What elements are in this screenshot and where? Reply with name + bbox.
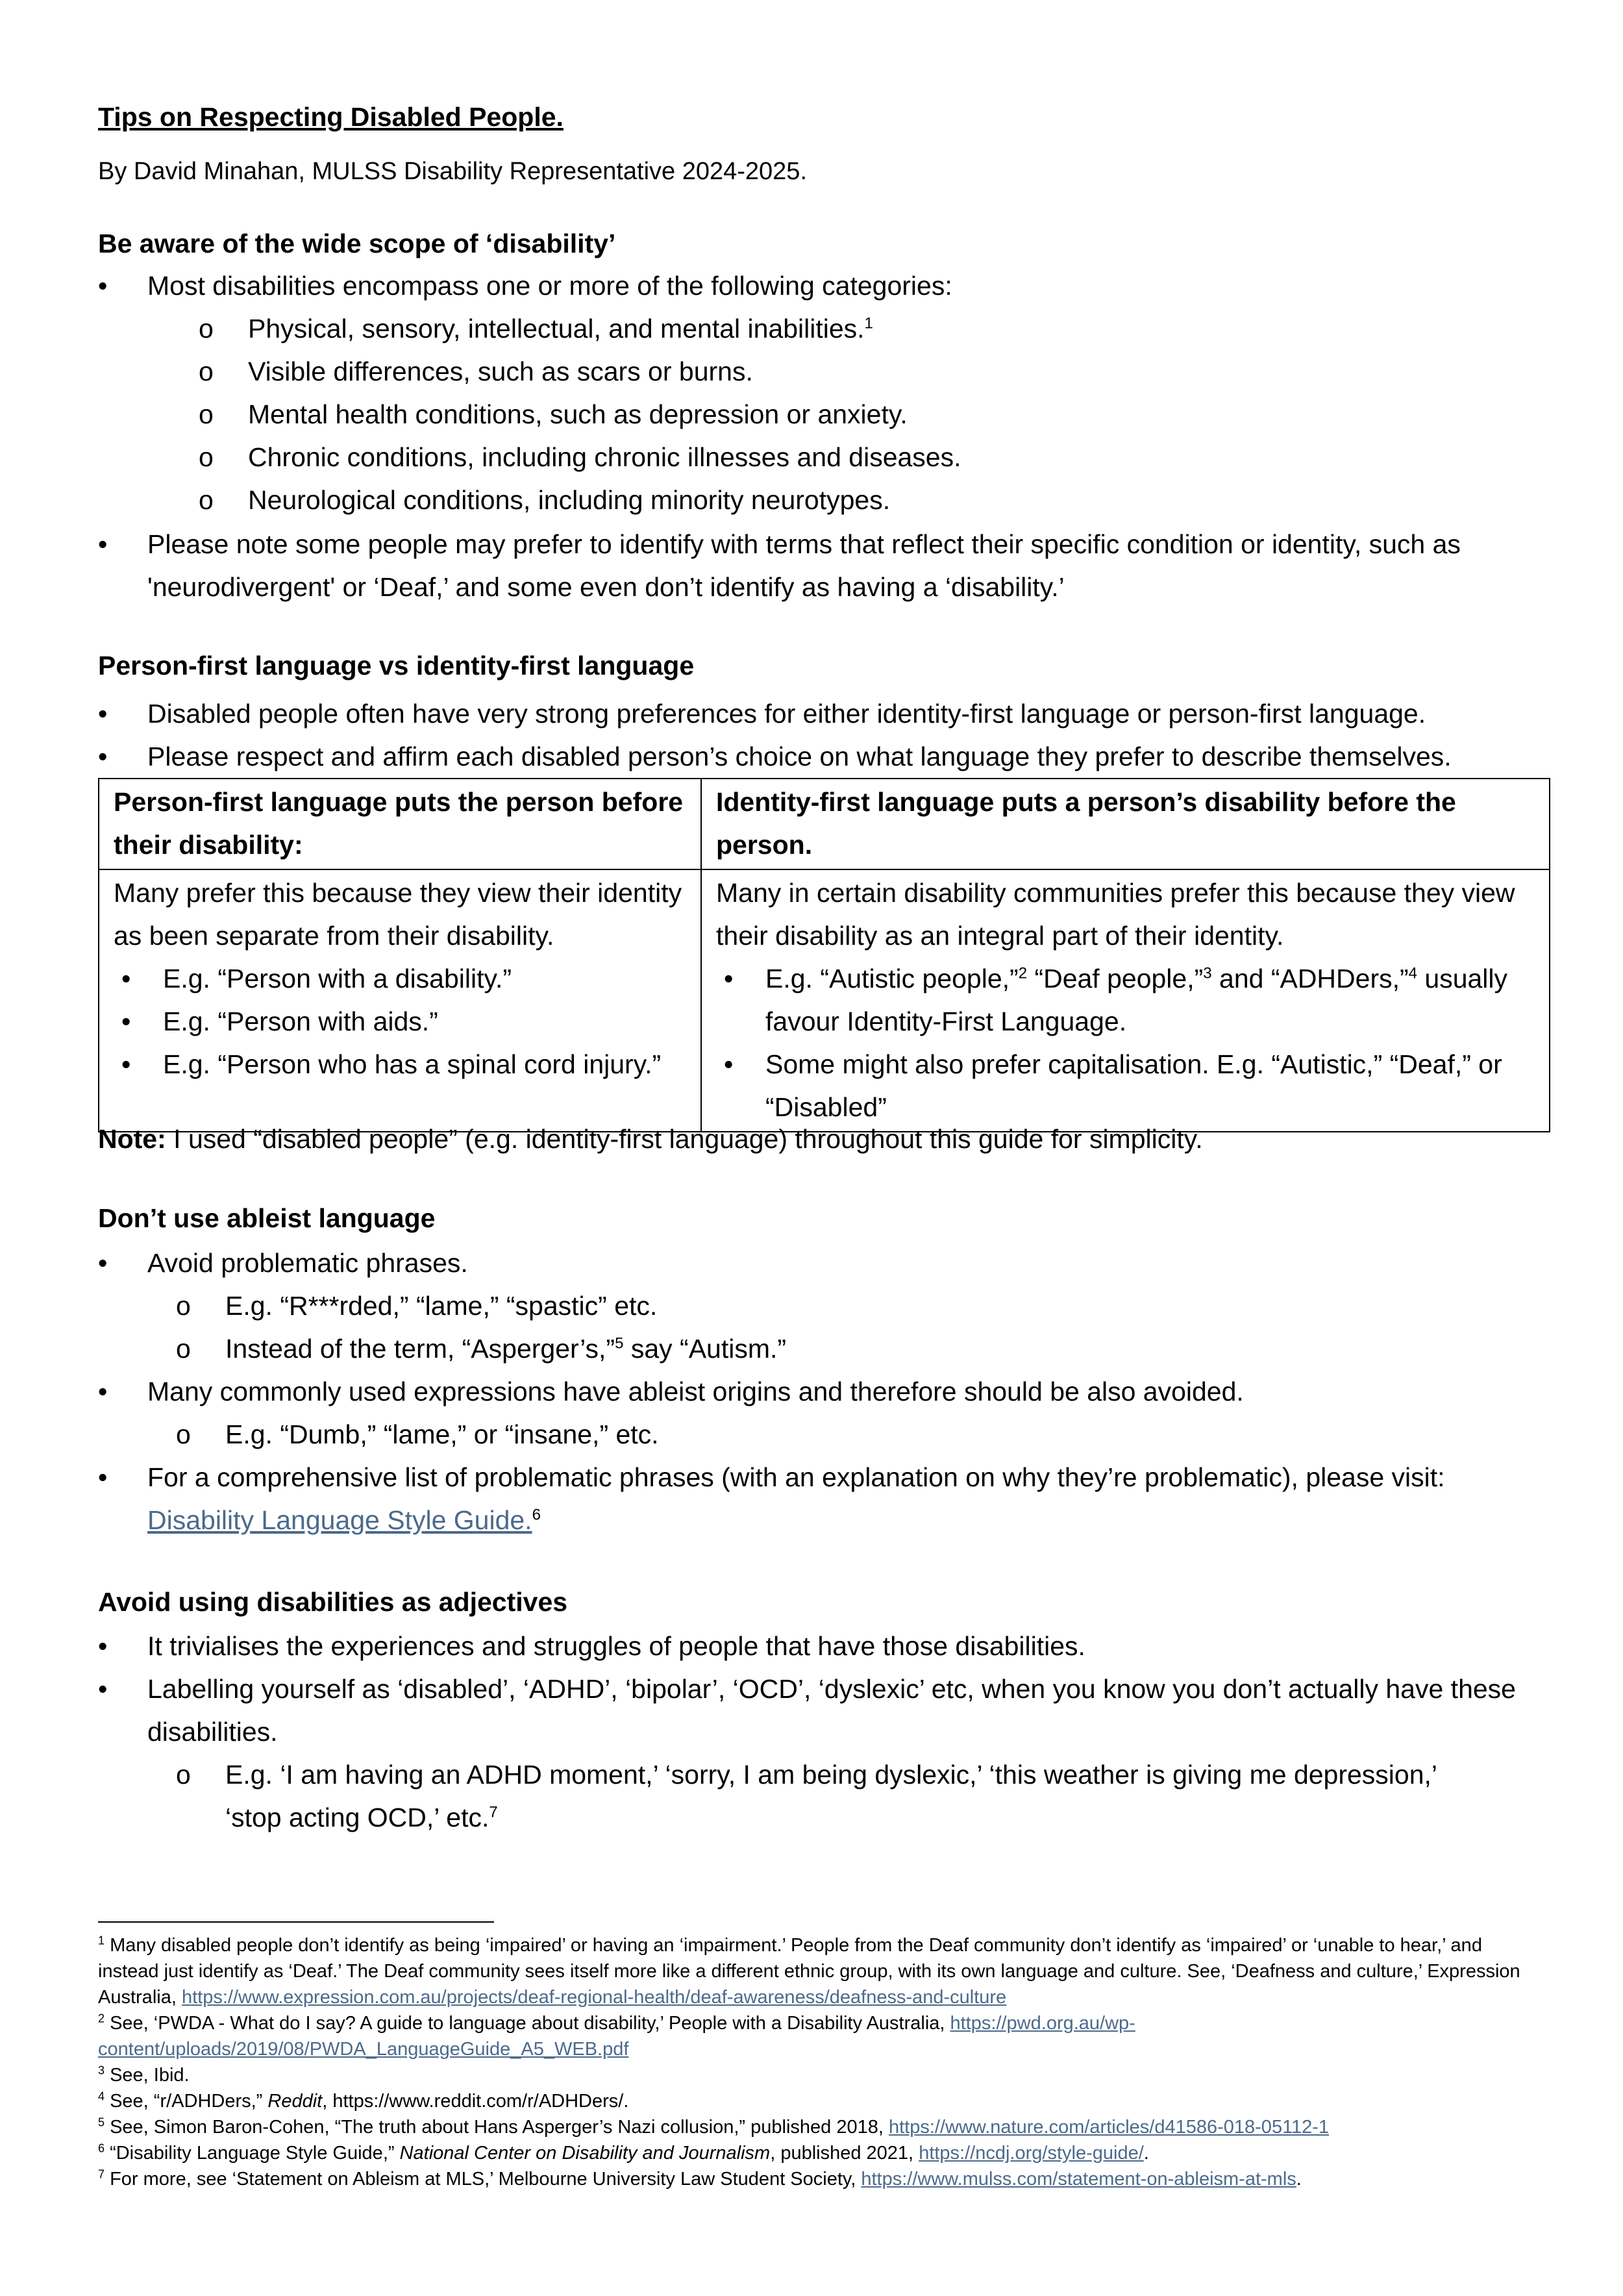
sub-bullet-icon: o [199, 442, 214, 472]
list-item-text: Most disabilities encompass one or more of the following categories: [147, 271, 952, 301]
list-item-text: Labelling yourself as ‘disabled’, ‘ADHD’, ‘bipolar’, ‘OCD’, ‘dyslexic’ etc, when you know you don’t actually have these disabilities. [147, 1674, 1516, 1747]
bullet-icon: • [98, 1674, 108, 1704]
bullet-icon: • [98, 271, 108, 301]
page-title: Tips on Respecting Disabled People. [98, 102, 564, 132]
footnote-ref[interactable]: 5 [615, 1334, 624, 1353]
sub-bullet-icon: o [199, 399, 214, 429]
list-item-text: For a comprehensive list of problematic phrases (with an explanation on why they’re problematic), please visit: [147, 1462, 1445, 1492]
footnote-divider [98, 1921, 494, 1923]
footnote-ref[interactable]: 7 [489, 1803, 498, 1821]
footnote-ref[interactable]: 2 [1018, 964, 1028, 982]
table-row [99, 869, 1550, 1132]
language-comparison-table [98, 778, 1550, 1132]
sub-bullet-icon: o [176, 1760, 191, 1790]
list-item: • E.g. “Person with aids.” [114, 1000, 686, 1043]
list-item-text: Mental health conditions, such as depression or anxiety. [248, 399, 908, 429]
bullet-icon: • [724, 1049, 734, 1079]
bullet-icon: • [98, 742, 108, 771]
footnote-2: $^2$ See, ‘PWDA - What do I say? A guide to language about disability,’ People with a Disability Australia, https://pwd.org.au/wp-content/uploads/2019/08/PWDA_LanguageGuide_A5_WEB.pdf [98, 2012, 1135, 2060]
footnote-link[interactable]: https://www.nature.com/articles/d41586-018-05112-1 [888, 2117, 1330, 2138]
bullet-icon: • [121, 964, 131, 993]
list-item-text: Physical, sensory, intellectual, and mental inabilities.$^1$ [248, 314, 873, 343]
footnote-6: $^6$ “Disability Language Style Guide,” National Center on Disability and Journalism, published 2021, https://ncdj.org/style-guide/. [98, 2141, 1149, 2164]
list-item-text: It trivialises the experiences and struggles of people that have those disabilities. [147, 1631, 1085, 1661]
sub-bullet-icon: o [199, 356, 214, 386]
list-item-text: Chronic conditions, including chronic illnesses and diseases. [248, 442, 961, 472]
cell-intro: Many prefer this because they view their identity as been separate from their disability. [114, 878, 682, 951]
list-item: • E.g. “Person who has a spinal cord injury.” [114, 1043, 686, 1086]
bullet-icon: • [98, 1248, 108, 1278]
table-cell-person-first [99, 869, 701, 1132]
bullet-icon: • [121, 1049, 131, 1079]
footnote-5: $^5$ See, Simon Baron-Cohen, “The truth about Hans Asperger’s Nazi collusion,” published 2018, https://www.nature.com/articles/d41586-018-05112-1 [98, 2115, 1330, 2138]
section-heading-ableist-language: Don’t use ableist language [98, 1203, 436, 1233]
sub-bullet-icon: o [176, 1291, 191, 1321]
style-guide-link-line [147, 1499, 541, 1541]
style-guide-link[interactable]: Disability Language Style Guide. [147, 1505, 532, 1535]
footnote-4: $^4$ See, “r/ADHDers,” Reddit, https://www.reddit.com/r/ADHDers/. [98, 2090, 629, 2112]
bullet-icon: • [98, 1631, 108, 1661]
list-item-text: Disabled people often have very strong preferences for either identity-first language or person-first language. [147, 699, 1426, 729]
table-header-person-first: Person-first language puts the person before their disability: [99, 779, 701, 869]
bullet-icon: • [98, 1462, 108, 1492]
list-item-text: Instead of the term, “Asperger’s,”$^5$ say “Autism.” [225, 1334, 787, 1364]
list-item-text: E.g. ‘I am having an ADHD moment,’ ‘sorry, I am being dyslexic,’ ‘this weather is giving me depression,’ ‘stop acting OCD,’ etc.$^7$ [225, 1760, 1437, 1832]
footnote-ref[interactable]: 3 [1203, 964, 1212, 982]
footnote-ref[interactable]: 1 [864, 314, 873, 332]
list-item-text: E.g. “R***rded,” “lame,” “spastic” etc. [225, 1291, 658, 1321]
list-item: • E.g. “Autistic people,”$^2$ “Deaf people,”$^3$ and “ADHDers,”$^4$ usually favour Identity-First Language. [716, 957, 1535, 1043]
list-item-text: Avoid problematic phrases. [147, 1248, 468, 1278]
cell-list [114, 957, 686, 1086]
list-item-text: Visible differences, such as scars or burns. [248, 356, 753, 386]
byline: By David Minahan, MULSS Disability Representative 2024-2025. [98, 158, 807, 185]
bullet-icon: • [724, 964, 734, 993]
list-item-text: Many commonly used expressions have ableist origins and therefore should be also avoided. [147, 1377, 1244, 1406]
list-item: • E.g. “Person with a disability.” [114, 957, 686, 1000]
sub-bullet-icon: o [176, 1334, 191, 1364]
footnote-link[interactable]: https://pwd.org.au/wp-content/uploads/2019/08/PWDA_LanguageGuide_A5_WEB.pdf [98, 2013, 1135, 2060]
footnote-link[interactable]: https://www.mulss.com/statement-on-ableism-at-mls [861, 2169, 1296, 2190]
cell-list [716, 957, 1535, 1129]
table-header-identity-first: Identity-first language puts a person’s disability before the person. [701, 779, 1550, 869]
bullet-icon: • [121, 1006, 131, 1036]
list-item-text: Please note some people may prefer to identify with terms that reflect their specific condition or identity, such as 'neurodivergent' or ‘Deaf,’ and some even don’t identify as having a ‘disability.’ [147, 529, 1461, 602]
footnote-1: $^1$ Many disabled people don’t identify as being ‘impaired’ or having an ‘impairment.’ People from the Deaf community don’t identify as ‘impaired’ or ‘unable to hear,’ and instead just identify as ‘Deaf.’ The Deaf community sees itself more like a different ethnic group, with its own language and culture. See, ‘Deafness and culture,’ Expression Australia, https://www.expression.com.au/projects/deaf-regional-health/deaf-awareness/deafness-and-culture [98, 1934, 1520, 2008]
section-heading-language: Person-first language vs identity-first language [98, 651, 695, 680]
section-heading-scope: Be aware of the wide scope of ‘disability’ [98, 229, 616, 258]
list-item-text: E.g. “Dumb,” “lame,” or “insane,” etc. [225, 1419, 659, 1449]
footnote-ref[interactable]: 4 [1408, 964, 1417, 982]
footnote-link[interactable]: https://ncdj.org/style-guide/ [919, 2143, 1144, 2164]
note: Note: I used “disabled people” (e.g. identity-first language) throughout this guide for simplicity. [98, 1124, 1203, 1154]
bullet-icon: • [98, 529, 108, 559]
list-item: • Some might also prefer capitalisation. E.g. “Autistic,” “Deaf,” or “Disabled” [716, 1043, 1535, 1129]
section-heading-adjectives: Avoid using disabilities as adjectives [98, 1587, 568, 1617]
sub-bullet-icon: o [176, 1419, 191, 1449]
list-item-text: Please respect and affirm each disabled person’s choice on what language they prefer to describe themselves. [147, 742, 1452, 771]
bullet-icon: • [98, 699, 108, 729]
bullet-icon: • [98, 1377, 108, 1406]
footnote-link[interactable]: https://www.expression.com.au/projects/deaf-regional-health/deaf-awareness/deafness-and-culture [181, 1987, 1007, 2008]
table-row [99, 779, 1550, 869]
footnote-3: $^3$ See, Ibid. [98, 2064, 190, 2086]
list-item-text: Neurological conditions, including minority neurotypes. [248, 485, 891, 515]
sub-bullet-icon: o [199, 485, 214, 515]
sub-bullet-icon: o [199, 314, 214, 343]
cell-intro: Many in certain disability communities prefer this because they view their disability as an integral part of their identity. [716, 878, 1515, 951]
footnote-7: $^7$ For more, see ‘Statement on Ableism at MLS,’ Melbourne University Law Student Society, https://www.mulss.com/statement-on-ableism-at-mls. [98, 2167, 1302, 2190]
footnote-ref[interactable]: 6 [532, 1506, 541, 1524]
table-cell-identity-first [701, 869, 1550, 1132]
